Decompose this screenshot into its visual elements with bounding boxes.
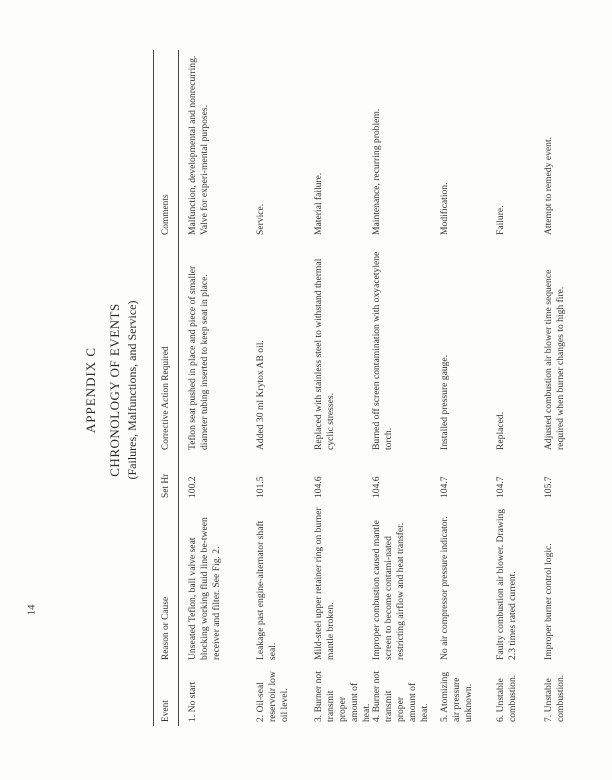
cell-hours: 104.6 [313, 476, 324, 498]
cell-reason: Unseated Teflon, ball valve seat blocking working fluid line be-tween receiver and filter. See Fig. 2. [187, 517, 222, 660]
table-title: CHRONOLOGY OF EVENTS [107, 303, 122, 477]
cell-action: Teflon seat pushed in place and piece of smaller diameter tubing inserted to keep seat in place. [187, 265, 210, 450]
cell-comments: Malfunction, developmental and nonrecurring. Valve for experi-mental purposes. [187, 55, 210, 235]
cell-event: 1. No start [187, 681, 198, 722]
cell-event: 7. Unstable combustion. [543, 674, 566, 722]
cell-comments: Failure. [495, 205, 506, 235]
cell-reason: Improper burner control logic. [543, 543, 554, 660]
rotated-landscape-page [71, 30, 566, 750]
cell-hours: 104.6 [371, 476, 382, 498]
cell-comments: Material failure. [313, 172, 324, 235]
table-row [487, 50, 535, 726]
cell-reason: Improper combustion caused mantle screen to become contami-nated restricting airflow and heat transfer. [371, 520, 406, 660]
table-row [305, 50, 372, 726]
table-row [535, 50, 587, 726]
cell-hours: 104.7 [439, 476, 450, 498]
cell-hours: 105.7 [543, 476, 554, 498]
table-subtitle: (Failures, Malfunctions, and Service) [125, 300, 139, 480]
cell-action: Replaced. [495, 411, 506, 450]
cell-reason: Leakage past engine-alternator shaft seal. [255, 520, 278, 660]
column-header-hours: Set Hr [161, 473, 171, 498]
cell-comments: Attempt to remedy event. [543, 136, 554, 235]
cell-hours: 101.5 [255, 476, 266, 498]
column-header-action: Corrective Action Required [161, 346, 171, 450]
cell-action: Replaced with stainless steel to withstand thermal cyclic stresses. [313, 258, 336, 450]
table-row [363, 50, 431, 726]
appendix-title: APPENDIX C [83, 346, 98, 434]
column-header-event: Event [161, 700, 171, 722]
cell-hours: 100.2 [187, 476, 198, 498]
cell-comments: Maintenance, recurring problem. [371, 108, 382, 235]
table-row [431, 50, 487, 726]
cell-reason: Faulty combustion air blower. Drawing 2.3 times rated current. [495, 508, 518, 660]
cell-action: Adjusted combustion air blower time sequence required when burner changes to high fire. [543, 269, 566, 450]
cell-action: Burned off screen contamination with oxyacetylene torch. [371, 251, 394, 450]
cell-reason: Mild-steel upper retainer ring on burner mantle broken. [313, 507, 336, 660]
cell-event: 5. Atomizing air pressure unknown. [439, 671, 474, 722]
cell-action: Added 30 ml Krytox AB oil. [255, 340, 266, 450]
cell-action: Installed pressure gauge. [439, 354, 450, 450]
column-header-reason: Reason or Cause [161, 596, 171, 660]
cell-reason: No air compressor pressure indicator. [439, 516, 450, 660]
cell-event: 2. Oil-seal reservoir low oil level. [255, 671, 290, 722]
chronology-table [153, 50, 587, 726]
page-number: 14 [25, 604, 38, 616]
column-header-comments: Comments [161, 194, 171, 235]
cell-comments: Service. [255, 203, 266, 235]
cell-event: 6. Unstable combustion. [495, 674, 518, 722]
table-row [179, 50, 247, 726]
table-row [247, 50, 305, 726]
table-header-row [154, 50, 178, 726]
cell-hours: 104.7 [495, 476, 506, 498]
cell-comments: Modification. [439, 182, 450, 235]
cell-event: 3. Burner not transmit proper amount of heat. [313, 671, 372, 722]
cell-event: 4. Burner not transmit proper amount of heat. [371, 671, 430, 722]
